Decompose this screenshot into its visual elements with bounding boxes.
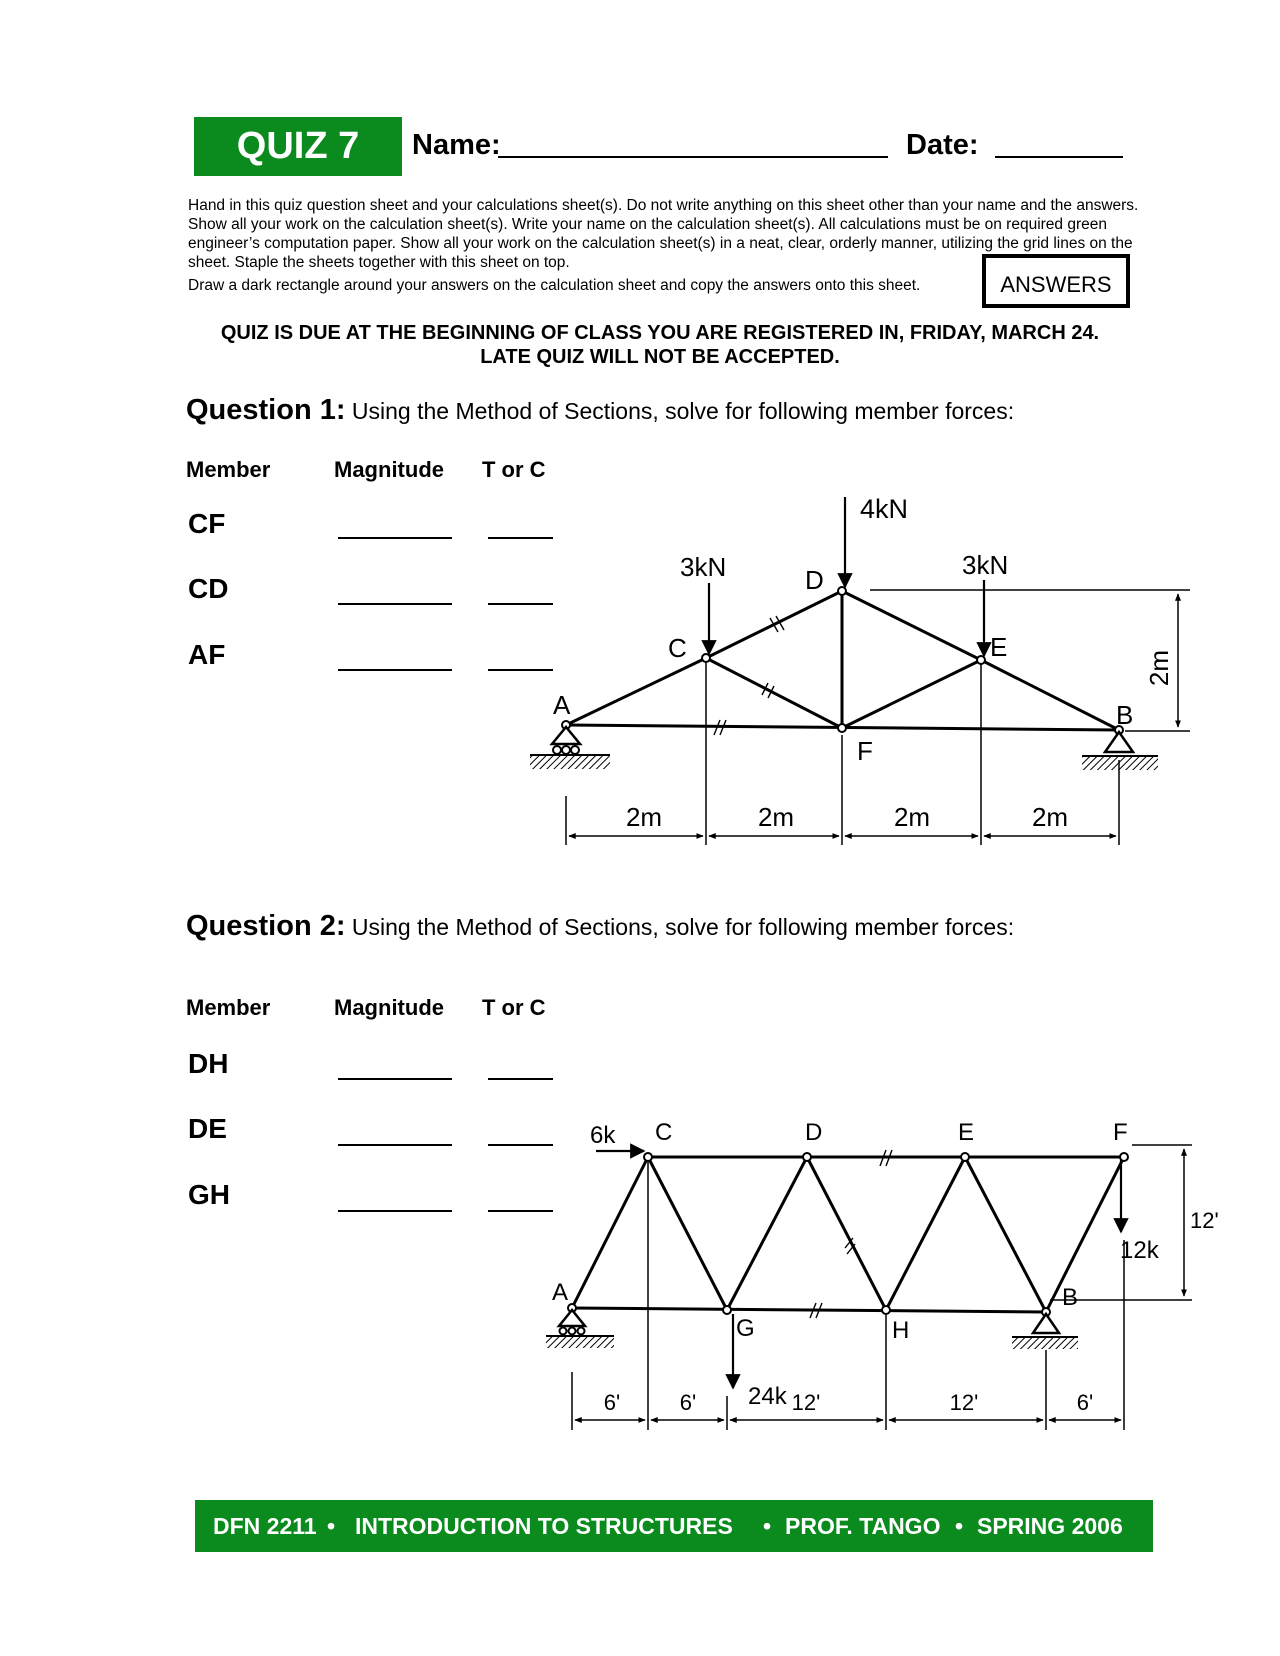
q1-member-af: AF — [188, 639, 226, 670]
truss1-height-label: 2m — [1144, 649, 1174, 687]
footer-sep-1: • — [327, 1513, 336, 1539]
due-line2: LATE QUIZ WILL NOT BE ACCEPTED. — [480, 346, 840, 368]
truss2-loads — [596, 1151, 1121, 1388]
question2-text: Using the Method of Sections, solve for following member forces: — [345, 914, 1015, 940]
footer-sep-2: • — [763, 1513, 772, 1539]
truss2-node-f: F — [1113, 1119, 1128, 1146]
footer-term: SPRING 2006 — [977, 1513, 1123, 1539]
truss1-node-c: C — [668, 633, 687, 663]
due-line1: QUIZ IS DUE AT THE BEGINNING OF CLASS YOU ARE REGISTERED IN, FRIDAY, MARCH 24. — [220, 322, 1100, 344]
truss2-members — [572, 1157, 1124, 1312]
truss2-member-dh — [807, 1157, 886, 1310]
q1-member-cd: CD — [188, 573, 229, 604]
q2-member-dh: DH — [188, 1048, 229, 1079]
question1-label: Question 1: — [186, 394, 346, 426]
truss1-node-e: E — [990, 632, 1008, 662]
instructions-para2: Draw a dark rectangle around your answers on the calculation sheet and copy the answers onto this sheet. — [188, 277, 921, 294]
q1-member-cf: CF — [188, 508, 226, 539]
truss2-section-marks — [810, 1150, 892, 1318]
truss2-span-1: 6' — [603, 1390, 621, 1415]
truss2-node-g: G — [736, 1315, 755, 1342]
name-label: Name: — [412, 129, 501, 161]
q1-col-torc: T or C — [482, 457, 546, 482]
truss2-member-eb — [965, 1157, 1046, 1312]
truss2-member-he — [886, 1157, 965, 1310]
q2-col-member: Member — [186, 995, 271, 1020]
truss2-load-12k: 12k — [1120, 1237, 1159, 1264]
question1-text: Using the Method of Sections, solve for following member forces: — [345, 398, 1015, 424]
truss1-span-1: 2m — [625, 802, 663, 832]
truss1-span-3: 2m — [893, 802, 931, 832]
truss2-support-a — [546, 1310, 614, 1348]
truss2-member-bf — [1046, 1157, 1124, 1312]
footer-prof: PROF. TANGO — [785, 1513, 941, 1539]
truss2-node-b: B — [1062, 1284, 1079, 1311]
footer-sep-3: • — [955, 1513, 964, 1539]
quiz-title: QUIZ 7 — [194, 117, 402, 176]
q2-member-gh: GH — [188, 1179, 230, 1210]
truss2-span-2: 6' — [679, 1390, 697, 1415]
answers-box: ANSWERS — [982, 254, 1130, 308]
truss2-member-gd — [727, 1157, 807, 1310]
truss2-node-c: C — [655, 1119, 673, 1146]
instructions-para1: Hand in this quiz question sheet and your calculations sheet(s). Do not write anything on this sheet other than your name and the answers. Show all your work on the calculation sheet(s). Write your name on the calculation sheet(s). All calculations must be on required green engineer’s computation paper. Show all your work on the calculation sheet(s) in a neat, clear, orderly manner, utilizing the grid lines on the sheet. Staple the sheets together with this sheet on top. — [188, 197, 1139, 271]
truss1-load-3kn-c: 3kN — [680, 552, 727, 582]
truss2-load-6k: 6k — [590, 1122, 616, 1149]
truss2-node-d: D — [805, 1119, 823, 1146]
q2-col-torc: T or C — [482, 995, 546, 1020]
truss1-span-4: 2m — [1031, 802, 1069, 832]
truss2-node-h: H — [892, 1317, 910, 1344]
footer-course: DFN 2211 — [213, 1513, 317, 1539]
truss2-member-bottom-chord — [572, 1308, 1046, 1312]
footer-banner — [195, 1500, 1153, 1552]
truss2-height-label: 12' — [1190, 1208, 1219, 1233]
truss1-node-a: A — [553, 690, 571, 720]
truss2-member-cg — [648, 1157, 727, 1310]
question2-label: Question 2: — [186, 910, 346, 942]
truss1-node-f: F — [857, 736, 873, 766]
truss1-load-4kn: 4kN — [860, 494, 909, 524]
date-label: Date: — [906, 129, 979, 161]
truss2-span-5: 6' — [1076, 1390, 1094, 1415]
q2-member-de: DE — [188, 1113, 227, 1144]
footer-title: INTRODUCTION TO STRUCTURES — [355, 1513, 733, 1539]
truss1-span-2: 2m — [757, 802, 795, 832]
truss2-node-a: A — [552, 1279, 569, 1306]
truss2-node-e: E — [958, 1119, 975, 1146]
q1-col-member: Member — [186, 457, 271, 482]
truss2-span-dims — [572, 1162, 1124, 1430]
truss2-span-4: 12' — [949, 1390, 979, 1415]
truss1-node-b: B — [1116, 700, 1134, 730]
truss2-support-b — [1012, 1314, 1078, 1349]
q1-col-magnitude: Magnitude — [334, 457, 444, 482]
truss1-load-3kn-e: 3kN — [962, 550, 1009, 580]
truss2-member-ac — [572, 1157, 648, 1308]
truss2-load-24k: 24k — [748, 1383, 787, 1410]
q2-col-magnitude: Magnitude — [334, 995, 444, 1020]
truss2-span-3: 12' — [791, 1390, 821, 1415]
truss1-node-d: D — [805, 565, 824, 595]
